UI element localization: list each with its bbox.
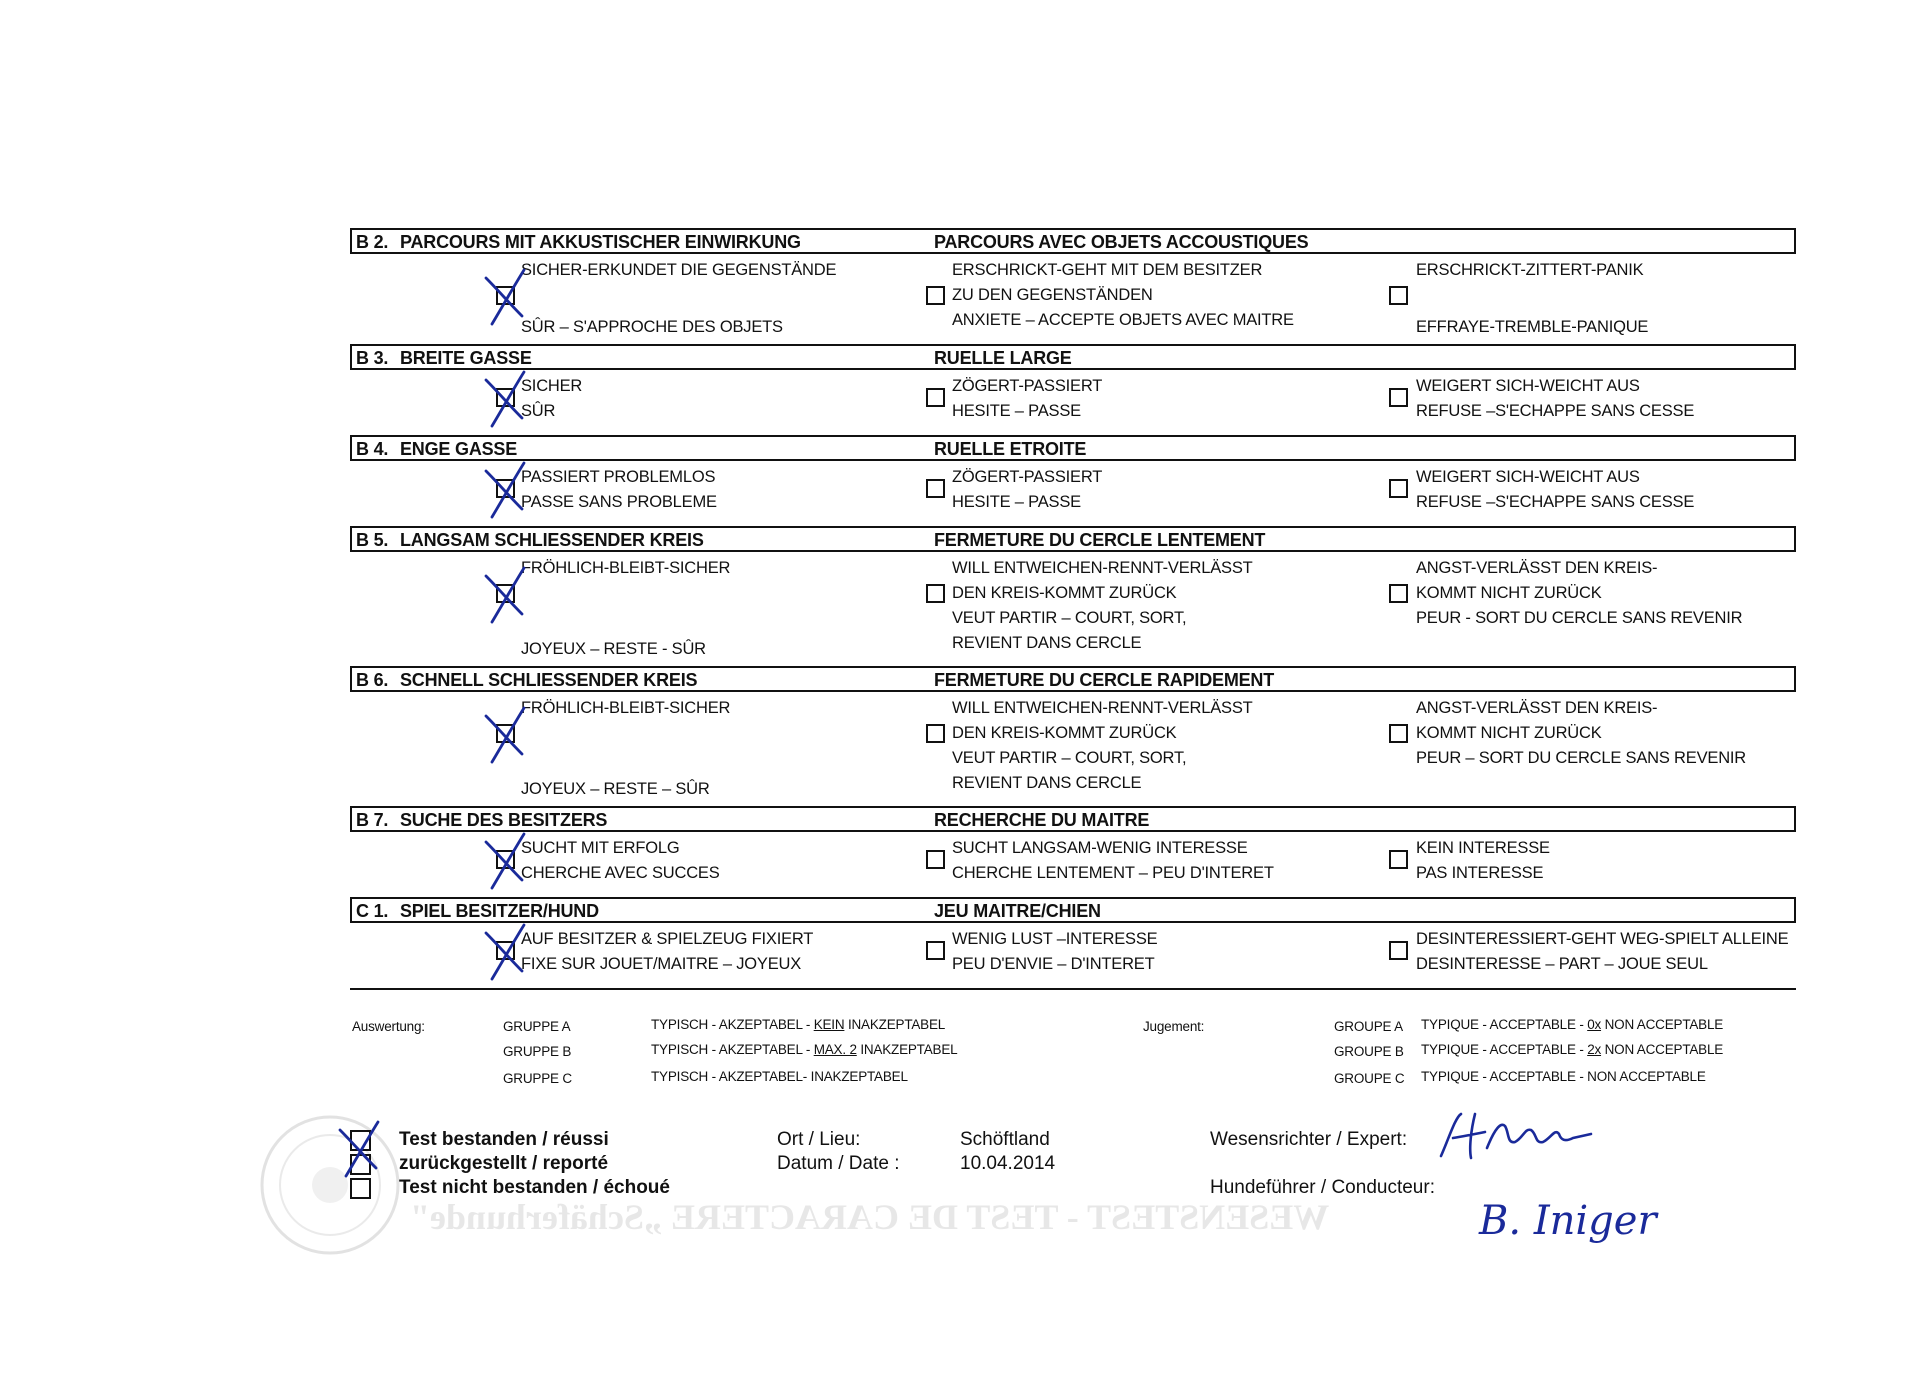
option-1-text-line: FRÖHLICH-BLEIBT-SICHER [521, 559, 731, 577]
evaluation-rule-part: 0x [1587, 1017, 1602, 1032]
evaluation-group: GROUPE C [1334, 1071, 1405, 1086]
section-title-fr: RECHERCHE DU MAITRE [934, 810, 1150, 830]
handler-label: Hundeführer / Conducteur: [1210, 1177, 1435, 1198]
option-2-text-line: DEN KREIS-KOMMT ZURÜCK [952, 724, 1177, 742]
check-mark-icon [482, 562, 530, 626]
evaluation-group: GRUPPE B [503, 1044, 572, 1059]
result-checkbox[interactable] [350, 1178, 371, 1199]
option-1-text-line: SICHER-ERKUNDET DIE GEGENSTÄNDE [521, 261, 837, 279]
section-title-de: ENGE GASSE [400, 439, 518, 459]
result-option-label: Test nicht bestanden / échoué [399, 1177, 670, 1198]
section-title-fr: JEU MAITRE/CHIEN [934, 901, 1101, 921]
section-code: B 4. [356, 439, 389, 459]
evaluation-group: GRUPPE C [503, 1071, 572, 1086]
option-2-text-line: ERSCHRICKT-GEHT MIT DEM BESITZER [952, 261, 1263, 279]
evaluation-rule [651, 1041, 957, 1058]
handler-signature-text: B. Iniger [1479, 1198, 1657, 1244]
option-3-text [1416, 374, 1694, 424]
section-header [350, 806, 1796, 832]
option-2-text [952, 465, 1102, 515]
option-3-text-line: PAS INTERESSE [1416, 864, 1544, 882]
option-3-text [1416, 465, 1694, 515]
option-2-text-line: ZU DEN GEGENSTÄNDEN [952, 286, 1153, 304]
option-3-text-line: EFFRAYE-TREMBLE-PANIQUE [1416, 318, 1649, 336]
option-1-text [521, 696, 730, 802]
option-1-text-line: SICHER [521, 377, 583, 395]
check-mark-icon [482, 366, 530, 430]
option-3-text-line: DESINTERESSIERT-GEHT WEG-SPIELT ALLEINE [1416, 930, 1789, 948]
option-checkbox[interactable] [926, 388, 945, 407]
evaluation-rule-part: TYPISCH - AKZEPTABEL - [651, 1042, 814, 1057]
check-mark-icon [482, 702, 530, 766]
evaluation-rule [651, 1016, 945, 1033]
option-2-text-line: WILL ENTWEICHEN-RENNT-VERLÄSST [952, 699, 1253, 717]
section-title-fr: PARCOURS AVEC OBJETS ACCOUSTIQUES [934, 232, 1309, 252]
option-1-text-line: JOYEUX – RESTE – SÛR [521, 780, 710, 798]
result-option-label: zurückgestellt / reporté [399, 1153, 609, 1174]
option-2-text-line: SUCHT LANGSAM-WENIG INTERESSE [952, 839, 1248, 857]
check-mark-icon [336, 1116, 384, 1180]
evaluation-rule-part: TYPIQUE - ACCEPTABLE - [1421, 1017, 1588, 1032]
section-b6 [350, 666, 1796, 692]
option-1-text-line: FRÖHLICH-BLEIBT-SICHER [521, 699, 731, 717]
section-header [350, 228, 1796, 254]
section-b7 [350, 806, 1796, 832]
option-checkbox[interactable] [926, 941, 945, 960]
option-1-text [521, 836, 720, 886]
option-checkbox[interactable] [1389, 850, 1408, 869]
option-checkbox[interactable] [926, 286, 945, 305]
option-1-text-line: PASSIERT PROBLEMLOS [521, 468, 716, 486]
option-2-text-line: VEUT PARTIR – COURT, SORT, [952, 749, 1187, 767]
option-3-text-line: REFUSE –S'ECHAPPE SANS CESSE [1416, 493, 1695, 511]
option-3-text [1416, 258, 1648, 340]
option-1-text-line: CHERCHE AVEC SUCCES [521, 864, 720, 882]
option-checkbox[interactable] [1389, 286, 1408, 305]
option-1-text-line: SÛR – S'APPROCHE DES OBJETS [521, 318, 783, 336]
section-b4 [350, 435, 1796, 461]
section-title-fr: RUELLE ETROITE [934, 439, 1087, 459]
option-checkbox[interactable] [1389, 388, 1408, 407]
option-1-text [521, 927, 813, 977]
section-title-de: SCHNELL SCHLIESSENDER KREIS [400, 670, 698, 690]
option-1-text [521, 374, 582, 424]
option-3-text [1416, 927, 1788, 977]
option-checkbox[interactable] [926, 584, 945, 603]
section-title-fr: FERMETURE DU CERCLE LENTEMENT [934, 530, 1266, 550]
option-3-text-line: DESINTERESSE – PART – JOUE SEUL [1416, 955, 1708, 973]
option-3-text-line: KEIN INTERESSE [1416, 839, 1550, 857]
section-code: B 7. [356, 810, 389, 830]
section-title-fr: RUELLE LARGE [934, 348, 1072, 368]
handler-signature [1475, 1190, 1705, 1250]
option-checkbox[interactable] [1389, 584, 1408, 603]
section-title-de: SUCHE DES BESITZERS [400, 810, 608, 830]
option-2-text [952, 556, 1253, 656]
option-1-text-line: SÛR [521, 402, 556, 420]
section-code: B 3. [356, 348, 389, 368]
option-3-text [1416, 696, 1746, 771]
section-header [350, 344, 1796, 370]
option-3-text-line: REFUSE –S'ECHAPPE SANS CESSE [1416, 402, 1695, 420]
place-label: Ort / Lieu: [777, 1129, 861, 1150]
option-2-text-line: REVIENT DANS CERCLE [952, 634, 1142, 652]
section-header [350, 666, 1796, 692]
evaluation-rule-part: 2x [1587, 1042, 1602, 1057]
divider [350, 988, 1796, 990]
section-b3 [350, 344, 1796, 370]
evaluation-rule-part: TYPIQUE - ACCEPTABLE - [1421, 1042, 1588, 1057]
option-1-text [521, 465, 717, 515]
evaluation-label-fr: Jugement: [1143, 1019, 1205, 1034]
section-header [350, 435, 1796, 461]
option-checkbox[interactable] [1389, 941, 1408, 960]
section-title-de: BREITE GASSE [400, 348, 532, 368]
section-code: B 2. [356, 232, 389, 252]
option-1-text-line: PASSE SANS PROBLEME [521, 493, 717, 511]
check-mark-icon [482, 828, 530, 892]
option-3-text-line: WEIGERT SICH-WEICHT AUS [1416, 377, 1640, 395]
option-2-text [952, 258, 1294, 333]
evaluation-group: GROUPE B [1334, 1044, 1404, 1059]
evaluation-rule-part: NON ACCEPTABLE [1601, 1042, 1724, 1057]
section-b2 [350, 228, 1796, 254]
check-mark-icon [482, 919, 530, 983]
check-mark-icon [482, 264, 530, 328]
option-2-text-line: WILL ENTWEICHEN-RENNT-VERLÄSST [952, 559, 1253, 577]
evaluation-rule [1421, 1068, 1706, 1085]
evaluation-rule [1421, 1016, 1723, 1033]
section-code: B 6. [356, 670, 389, 690]
option-1-text-line: JOYEUX – RESTE - SÛR [521, 640, 706, 658]
option-2-text [952, 374, 1102, 424]
option-3-text-line: PEUR - SORT DU CERCLE SANS REVENIR [1416, 609, 1743, 627]
check-mark-icon [482, 457, 530, 521]
option-3-text [1416, 556, 1742, 631]
option-2-text-line: ZÖGERT-PASSIERT [952, 468, 1103, 486]
bleed-through-text: WESENSTEST - TEST DE CARACTERE „Schäferhunde" [410, 1197, 1330, 1237]
option-1-text [521, 258, 836, 340]
option-1-text-line: FIXE SUR JOUET/MAITRE – JOYEUX [521, 955, 802, 973]
option-2-text [952, 836, 1274, 886]
option-3-text-line: ANGST-VERLÄSST DEN KREIS- [1416, 559, 1658, 577]
option-1-text-line: SUCHT MIT ERFOLG [521, 839, 680, 857]
evaluation-rule-part: NON ACCEPTABLE [1601, 1017, 1724, 1032]
option-1-text-line: AUF BESITZER & SPIELZEUG FIXIERT [521, 930, 814, 948]
evaluation-rule-part: TYPIQUE - ACCEPTABLE - NON ACCEPTABLE [1421, 1069, 1706, 1084]
option-3-text [1416, 836, 1550, 886]
option-3-text-line: ERSCHRICKT-ZITTERT-PANIK [1416, 261, 1644, 279]
section-code: C 1. [356, 901, 389, 921]
option-3-text-line: KOMMT NICHT ZURÜCK [1416, 584, 1602, 602]
option-3-text-line: WEIGERT SICH-WEICHT AUS [1416, 468, 1640, 486]
result-option-label: Test bestanden / réussi [399, 1129, 609, 1150]
section-c1 [350, 897, 1796, 923]
option-3-text-line: KOMMT NICHT ZURÜCK [1416, 724, 1602, 742]
option-2-text [952, 696, 1253, 796]
evaluation-label-de: Auswertung: [352, 1019, 425, 1034]
expert-label: Wesensrichter / Expert: [1210, 1129, 1408, 1150]
evaluation-rule-part: MAX. 2 [813, 1042, 857, 1057]
evaluation-rule-part: INAKZEPTABEL [844, 1017, 946, 1032]
option-checkbox[interactable] [1389, 724, 1408, 743]
section-header [350, 897, 1796, 923]
date-label: Datum / Date : [777, 1153, 900, 1174]
option-2-text-line: ANXIETE – ACCEPTE OBJETS AVEC MAITRE [952, 311, 1294, 329]
option-2-text-line: PEU D'ENVIE – D'INTERET [952, 955, 1155, 973]
section-title-de: PARCOURS MIT AKKUSTISCHER EINWIRKUNG [400, 232, 801, 252]
option-2-text-line: REVIENT DANS CERCLE [952, 774, 1142, 792]
evaluation-rule-part: INAKZEPTABEL [856, 1042, 958, 1057]
option-2-text-line: CHERCHE LENTEMENT – PEU D'INTERET [952, 864, 1274, 882]
section-header [350, 526, 1796, 552]
section-title-de: LANGSAM SCHLIESSENDER KREIS [400, 530, 704, 550]
expert-signature [1435, 1108, 1595, 1164]
evaluation-group: GRUPPE A [503, 1019, 571, 1034]
option-3-text-line: ANGST-VERLÄSST DEN KREIS- [1416, 699, 1658, 717]
option-checkbox[interactable] [926, 850, 945, 869]
option-checkbox[interactable] [926, 479, 945, 498]
option-2-text-line: HESITE – PASSE [952, 402, 1081, 420]
option-2-text [952, 927, 1157, 977]
evaluation-rule-part: KEIN [813, 1017, 845, 1032]
option-2-text-line: VEUT PARTIR – COURT, SORT, [952, 609, 1187, 627]
option-checkbox[interactable] [1389, 479, 1408, 498]
section-title-fr: FERMETURE DU CERCLE RAPIDEMENT [934, 670, 1275, 690]
evaluation-rule [1421, 1041, 1723, 1058]
place-value: Schöftland [960, 1129, 1050, 1150]
date-value: 10.04.2014 [960, 1153, 1056, 1174]
option-2-text-line: WENIG LUST –INTERESSE [952, 930, 1158, 948]
option-2-text-line: ZÖGERT-PASSIERT [952, 377, 1103, 395]
evaluation-rule-part: TYPISCH - AKZEPTABEL- INAKZEPTABEL [651, 1069, 908, 1084]
option-1-text [521, 556, 730, 662]
section-title-de: SPIEL BESITZER/HUND [400, 901, 599, 921]
option-2-text-line: DEN KREIS-KOMMT ZURÜCK [952, 584, 1177, 602]
section-code: B 5. [356, 530, 389, 550]
evaluation-rule [651, 1068, 908, 1085]
option-2-text-line: HESITE – PASSE [952, 493, 1081, 511]
option-3-text-line: PEUR – SORT DU CERCLE SANS REVENIR [1416, 749, 1747, 767]
evaluation-group: GROUPE A [1334, 1019, 1403, 1034]
option-checkbox[interactable] [926, 724, 945, 743]
section-b5 [350, 526, 1796, 552]
evaluation-rule-part: TYPISCH - AKZEPTABEL - [651, 1017, 814, 1032]
